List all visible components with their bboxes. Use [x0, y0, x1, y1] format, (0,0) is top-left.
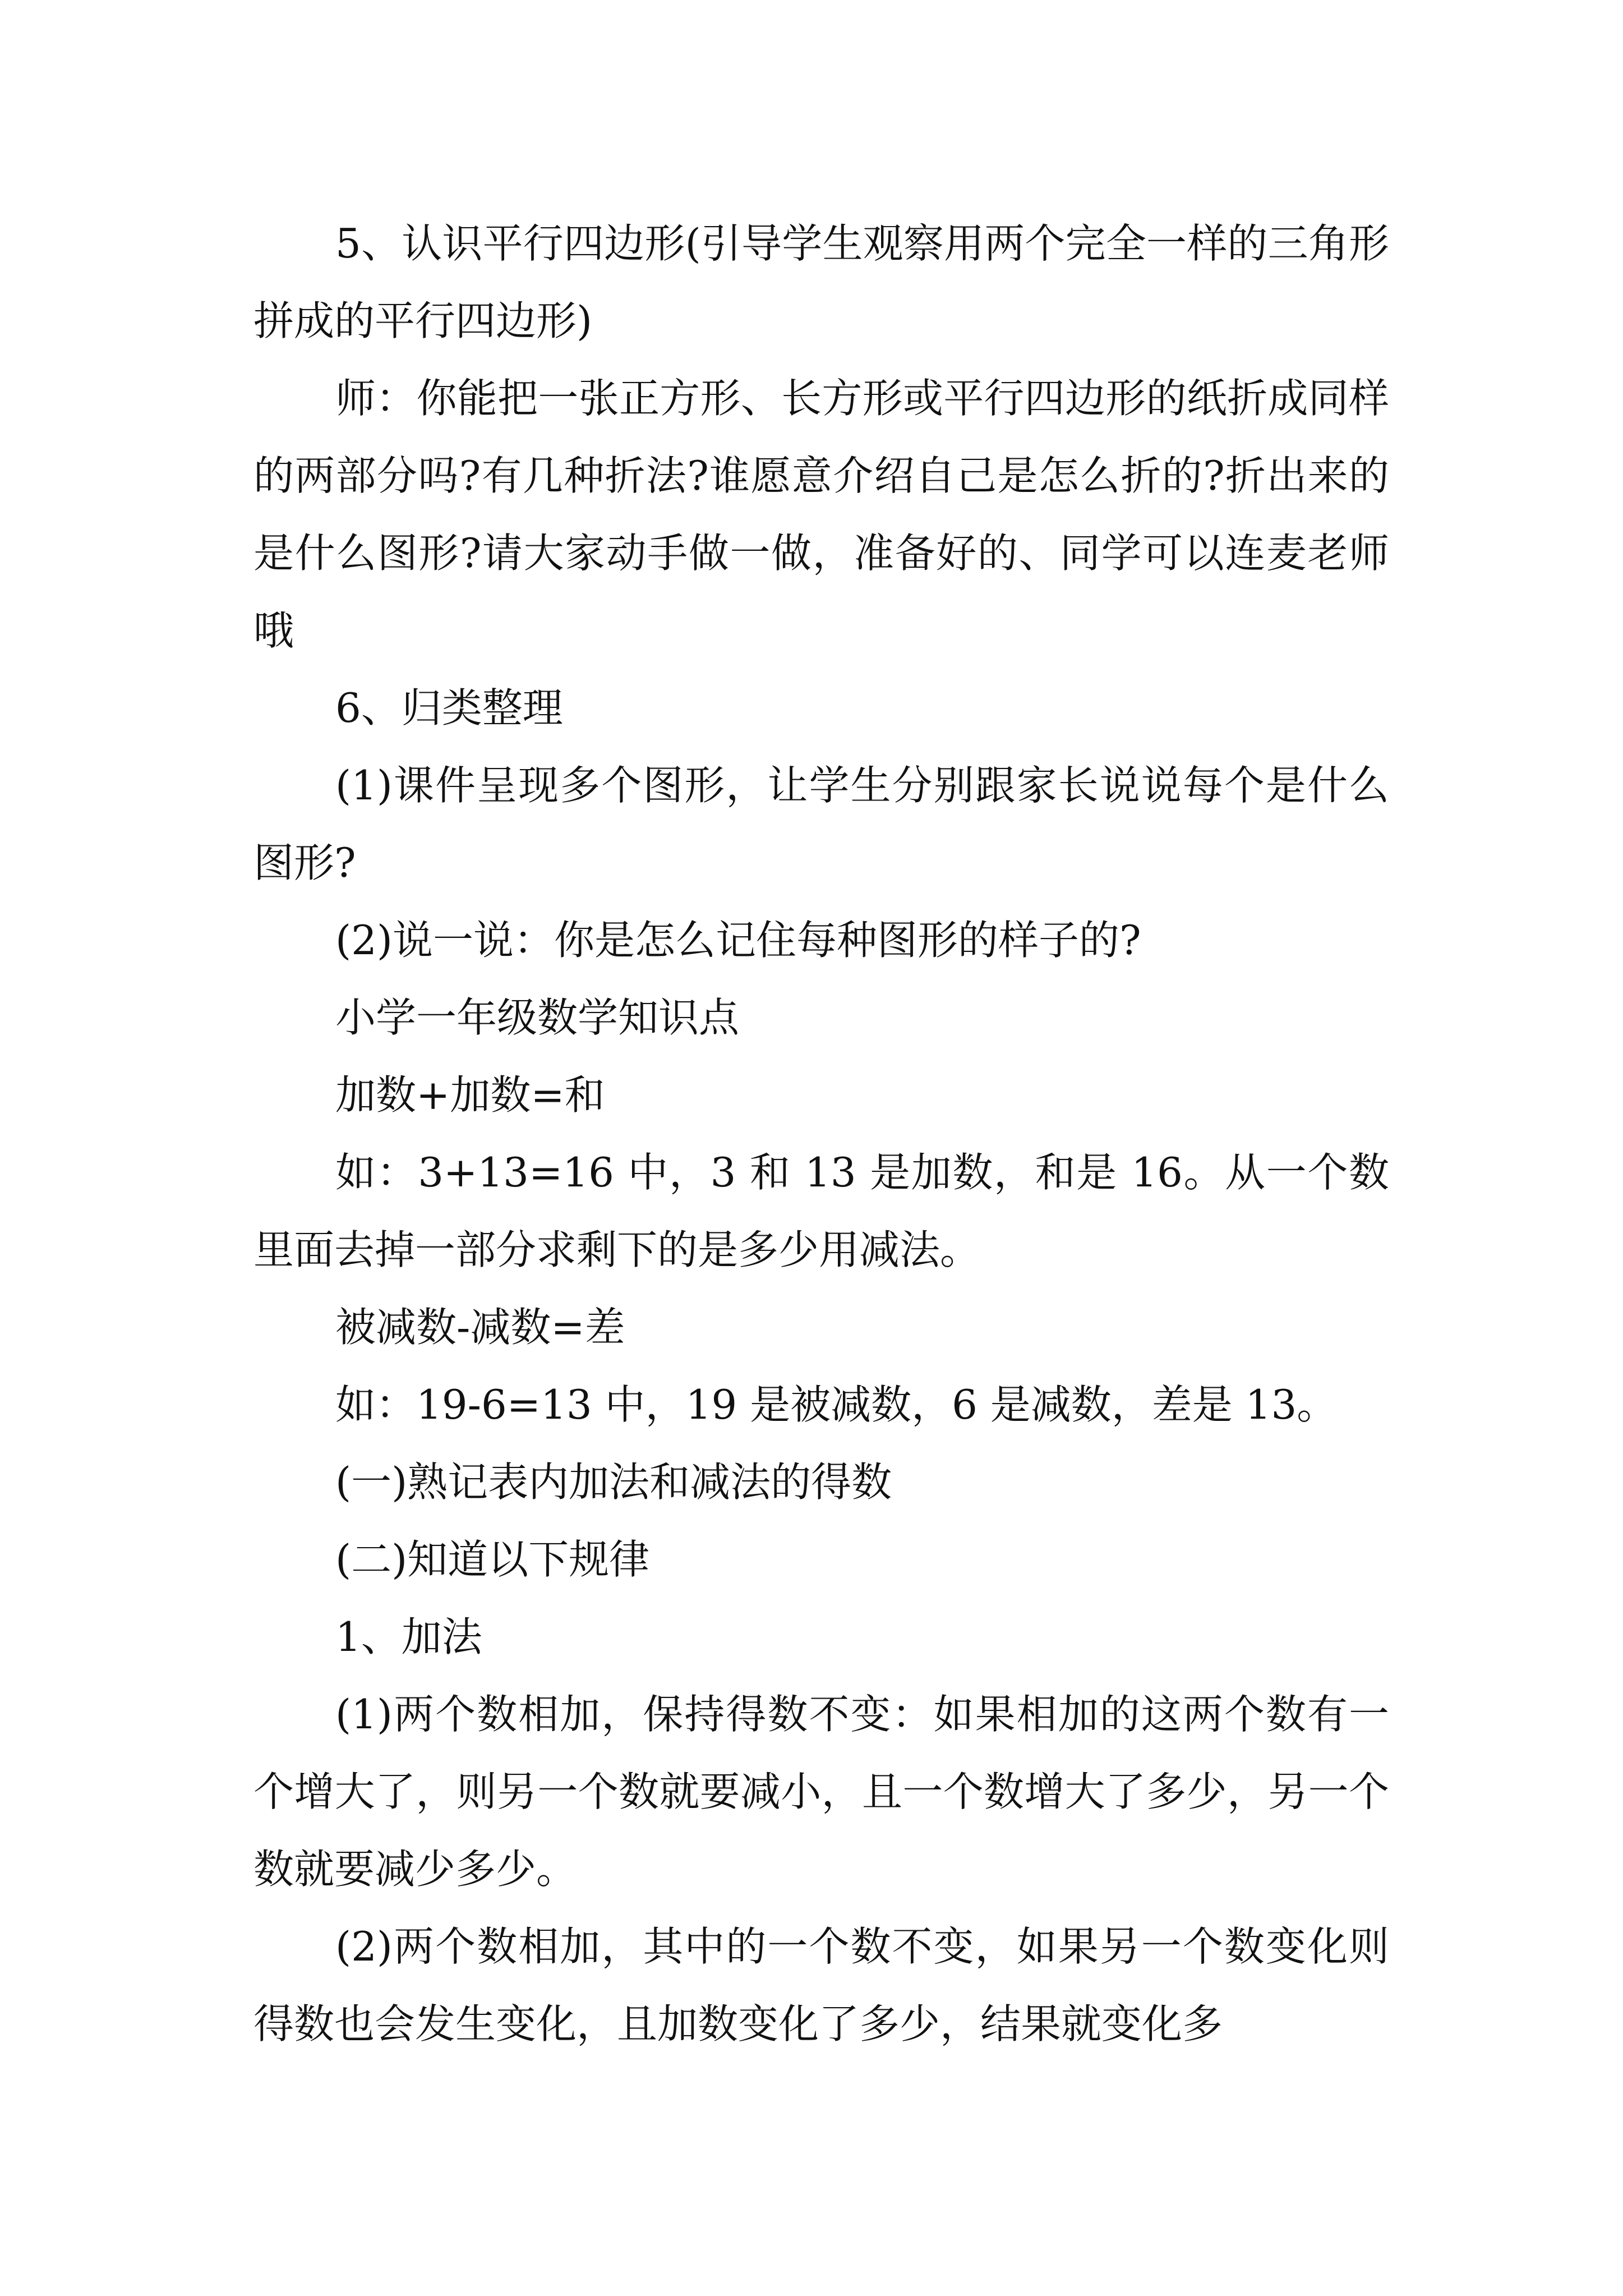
formula-subtraction: 被减数-减数=差: [335, 1304, 625, 1351]
document-body: [253, 205, 1389, 2063]
section-title-knowledge-points: 小学一年级数学知识点: [335, 994, 740, 1041]
addition-rule-1: (1)两个数相加，保持得数不变：如果相加的这两个数有一个增大了，则另一个数就要减小，且一个数增大了多少，另一个数就要减少多少。: [253, 1691, 1389, 1893]
paragraph-classify-1: (1)课件呈现多个图形，让学生分别跟家长说说每个是什么图形?: [253, 762, 1389, 886]
paragraph-teacher-folding: 师：你能把一张正方形、长方形或平行四边形的纸折成同样的两部分吗?有几种折法?谁愿意介绍自己是怎么折的?折出来的是什么图形?请大家动手做一做，准备好的、同学可以连麦老师哦: [253, 375, 1389, 654]
paragraph-classify-heading: 6、归类整理: [335, 684, 563, 731]
addition-rule-2: (2)两个数相加，其中的一个数不变，如果另一个数变化则得数也会发生变化，且加数变化了多少，结果就变化多: [253, 1923, 1389, 2047]
addition-heading: 1、加法: [335, 1613, 482, 1660]
paragraph-shape-parallelogram: 5、认识平行四边形(引导学生观察用两个完全一样的三角形拼成的平行四边形): [253, 220, 1389, 344]
point-two-heading: (二)知道以下规律: [335, 1536, 650, 1583]
example-subtraction: 如：19-6=13 中，19 是被减数，6 是减数，差是 13。: [335, 1381, 1338, 1428]
point-one-heading: (一)熟记表内加法和减法的得数: [335, 1458, 892, 1506]
example-addition: 如：3+13=16 中，3 和 13 是加数，和是 16。从一个数里面去掉一部分求剩下的是多少用减法。: [253, 1149, 1389, 1273]
paragraph-classify-2: (2)说一说：你是怎么记住每种图形的样子的?: [335, 917, 1141, 964]
formula-addition: 加数+加数=和: [335, 1071, 605, 1119]
